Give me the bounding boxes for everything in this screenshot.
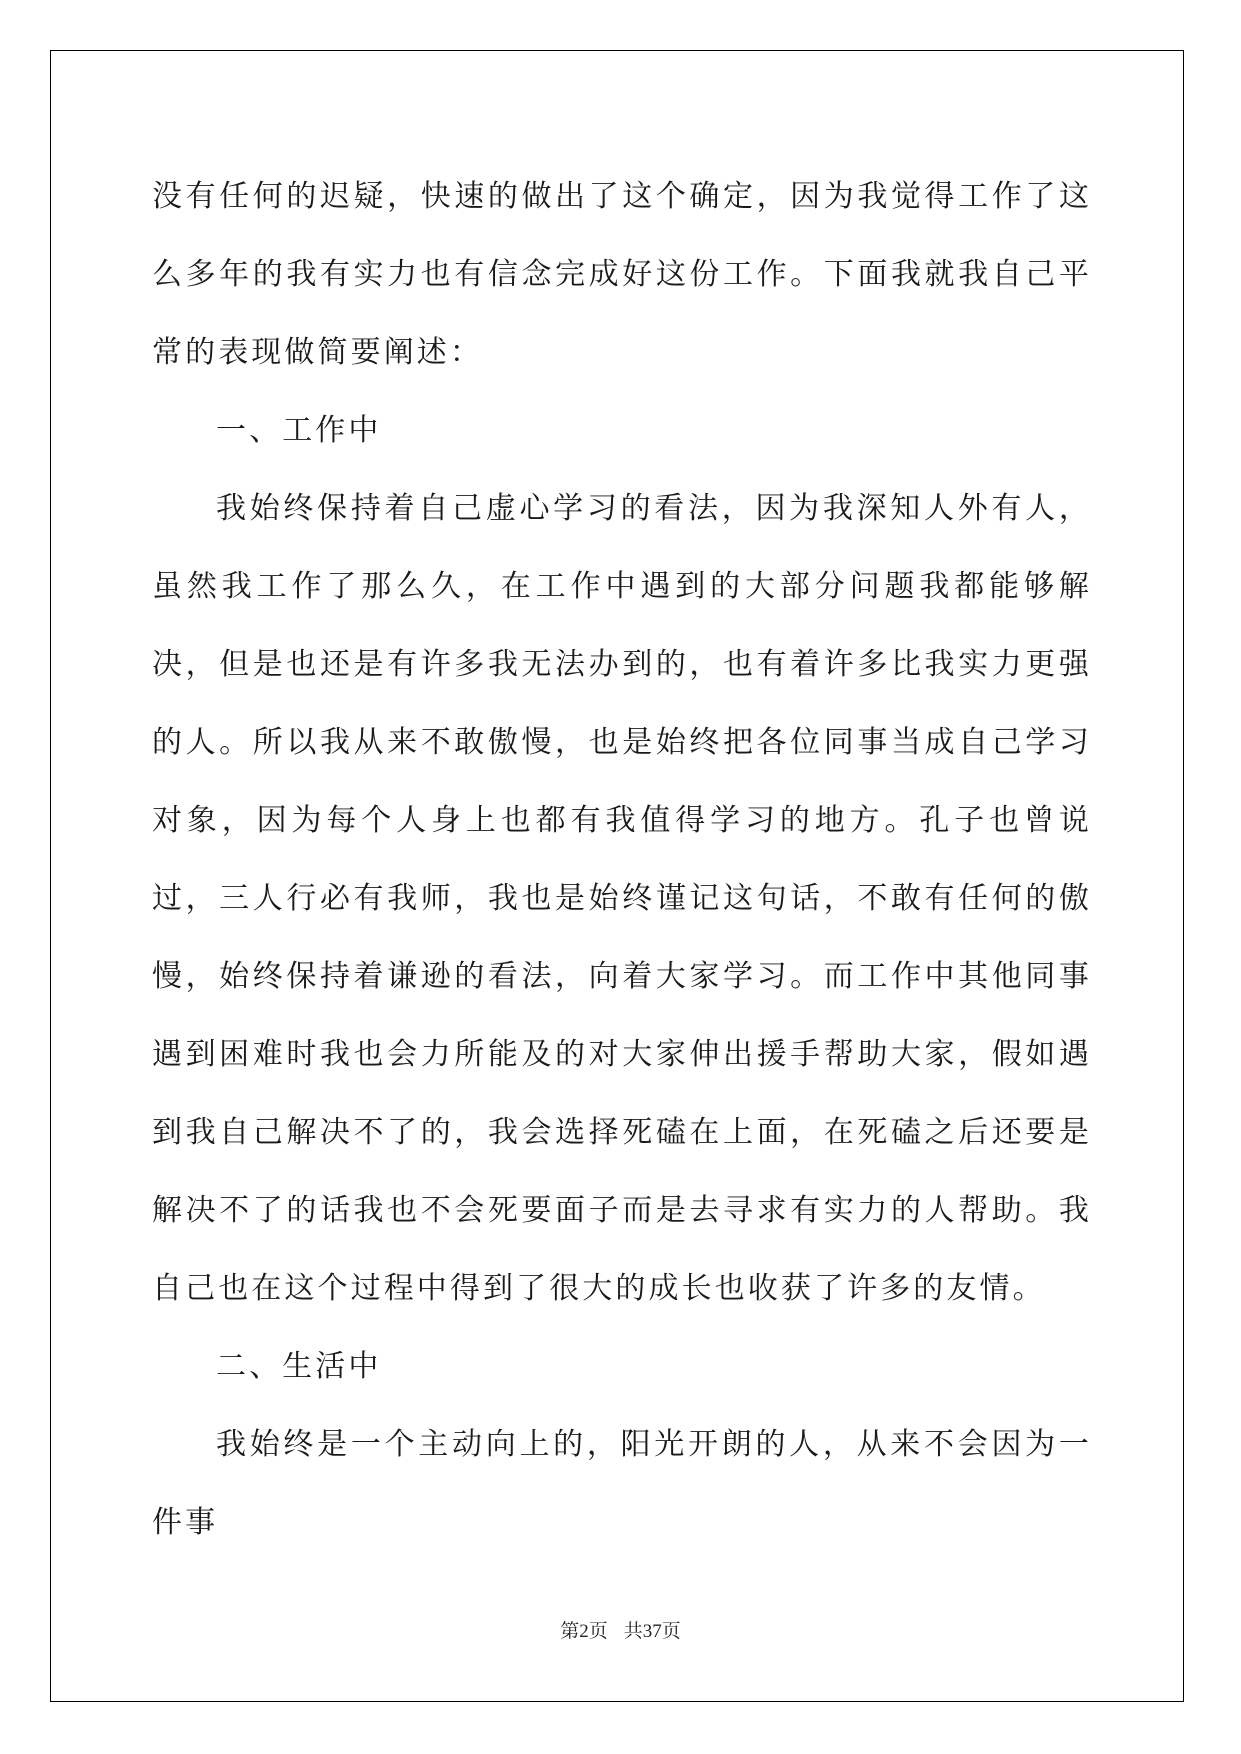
footer-total-prefix: 共 [623, 1620, 643, 1642]
footer-page-prefix: 第 [560, 1620, 580, 1642]
paragraph-intro: 没有任何的迟疑，快速的做出了这个确定，因为我觉得工作了这么多年的我有实力也有信念完成好这份工作。下面我就我自己平常的表现做简要阐述： [152, 179, 1092, 370]
paragraph-work: 我始终保持着自己虚心学习的看法，因为我深知人外有人，虽然我工作了那么久，在工作中遇到的大部分问题我都能够解决，但是也还是有许多我无法办到的，也有着许多比我实力更强的人。所以我从来不敢傲慢，也是始终把各位同事当成自己学习对象，因为每个人身上也都有我值得学习的地方。孔子也曾说过，三人行必有我师，我也是始终谨记这句话，不敢有任何的傲慢，始终保持着谦逊的看法，向着大家学习。而工作中其他同事遇到困难时我也会力所能及的对大家伸出援手帮助大家，假如遇到我自己解决不了的，我会选择死磕在上面，在死磕之后还要是解决不了的话我也不会死要面子而是去寻求有实力的人帮助。我自己也在这个过程中得到了很大的成长也收获了许多的友情。 [152, 491, 1092, 1306]
paragraph-life: 我始终是一个主动向上的，阳光开朗的人，从来不会因为一件事 [152, 1427, 1092, 1540]
footer-page-number: 2 [579, 1621, 589, 1642]
footer-total-suffix: 页 [661, 1620, 681, 1642]
document-body [152, 158, 1092, 1562]
footer-total-pages: 37 [642, 1621, 662, 1642]
section-heading-life: 二、生活中 [216, 1349, 382, 1384]
section-heading-work: 一、工作中 [216, 413, 382, 448]
page-footer [0, 1616, 1241, 1643]
footer-page-suffix: 页 [588, 1620, 608, 1642]
